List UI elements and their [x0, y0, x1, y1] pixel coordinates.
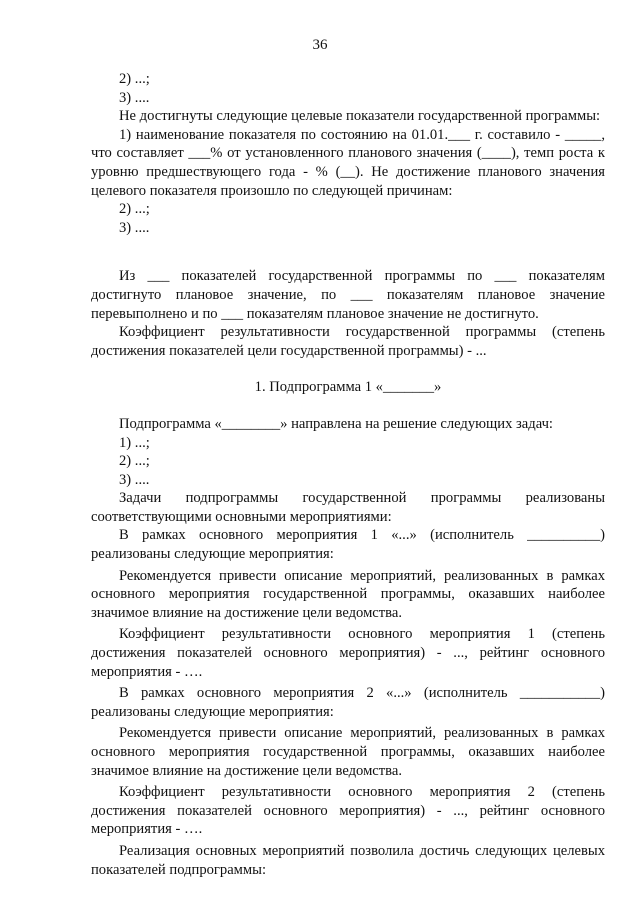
paragraph: Подпрограмма «________» направлена на решение следующих задач: — [119, 415, 553, 432]
paragraph: Рекомендуется привести описание мероприятий, реализованных в рамках основного мероприятия государственной программы, оказавших наиболее значимое влияние на достижение цели ведомства. — [91, 725, 605, 779]
paragraph: Коэффициент результативности основного мероприятия 1 (степень достижения показателей основного мероприятия) - ..., рейтинг основного мероприятия - …. — [91, 626, 605, 680]
list-item: 2) ...; — [119, 453, 150, 470]
paragraph: Задачи подпрограммы государственной программы реализованы соответствующими основными мероприятиями: — [91, 490, 605, 525]
paragraph: Реализация основных мероприятий позволила достичь следующих целевых показателей подпрограммы: — [91, 842, 605, 878]
list-item: 2) ...; — [119, 201, 150, 218]
section-heading: 1. Подпрограмма 1 «_______» — [254, 379, 442, 396]
paragraph: Коэффициент результативности государственной программы (степень достижения показателей цели государственной программы) - ... — [91, 324, 605, 359]
paragraph: В рамках основного мероприятия 2 «...» (исполнитель ___________) реализованы следующие мероприятия: — [91, 685, 605, 720]
paragraph: Не достигнуты следующие целевые показатели государственной программы: — [119, 108, 601, 125]
list-item: 3) .... — [119, 89, 150, 106]
paragraph: Коэффициент результативности основного мероприятия 2 (степень достижения показателей основного мероприятия) - ..., рейтинг основного мероприятия - …. — [91, 784, 605, 838]
list-item: 1) ...; — [119, 434, 150, 451]
page-number: 36 — [312, 37, 328, 53]
paragraph: 1) наименование показателя по состоянию на 01.01.___ г. составило - _____, что составляет ___% от установленного планового значения (____), темп роста к уровню предшествующего года - % (__). Не достижение планового значения целевого показателя произошло по следующей причинам: — [91, 126, 605, 199]
list-item: 3) .... — [119, 219, 150, 236]
list-item: 3) .... — [119, 471, 150, 488]
list-item: 2) ...; — [119, 71, 150, 87]
document-body — [91, 70, 605, 879]
paragraph: Из ___ показателей государственной программы по ___ показателям достигнуто плановое значение, по ___ показателям плановое значение перевыполнено и по ___ показателям плановое значение не достигнуто. — [91, 268, 605, 322]
paragraph: В рамках основного мероприятия 1 «...» (исполнитель __________) реализованы следующие мероприятия: — [91, 527, 605, 563]
paragraph: Рекомендуется привести описание мероприятий, реализованных в рамках основного мероприятия государственной программы, оказавших наиболее значимое влияние на достижение цели ведомства. — [91, 567, 605, 621]
